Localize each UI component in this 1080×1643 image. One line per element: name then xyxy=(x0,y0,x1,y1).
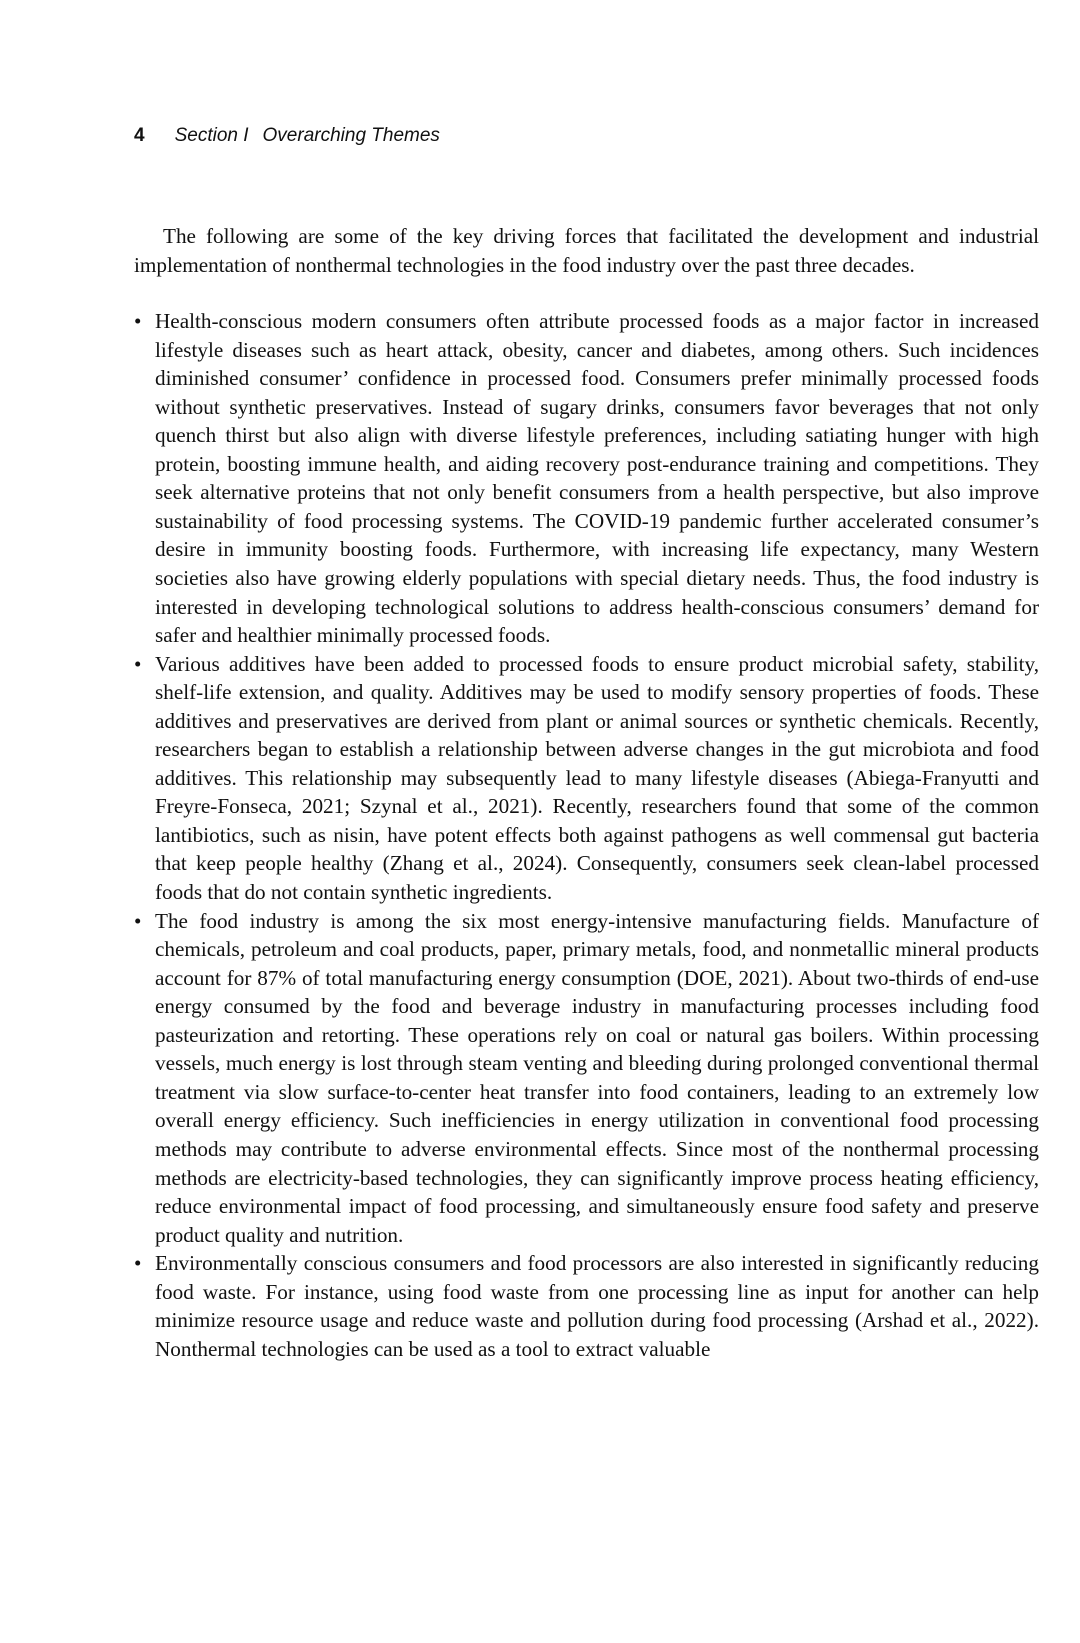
list-item xyxy=(134,307,1039,650)
bullet-icon: • xyxy=(134,309,142,334)
driving-forces-list xyxy=(134,307,1039,1363)
bullet-icon: • xyxy=(134,651,142,676)
body-text xyxy=(134,222,1039,1363)
list-item xyxy=(134,1249,1039,1363)
section-title: Overarching Themes xyxy=(262,125,440,146)
list-item-text: Environmentally conscious consumers and food processors are also interested in significantly reducing food waste. For instance, using food waste from one processing line as input for another can help minimize resource usage and reduce waste and pollution during food processing (Arshad et al., 2022). Nonthermal technologies can be used as a tool to extract valuable xyxy=(155,1251,1039,1361)
bullet-icon: • xyxy=(134,908,142,933)
list-item-text: The food industry is among the six most energy-intensive manufacturing fields. Manufacture of chemicals, petroleum and coal products, paper, primary metals, food, and nonmetallic mineral products account for 87% of total manufacturing energy consumption (DOE, 2021). About two-thirds of end-use energy consumed by the food and beverage industry in manufacturing processes including food pasteurization and retorting. These operations rely on coal or natural gas boilers. Within processing vessels, much energy is lost through steam venting and bleeding during prolonged conventional thermal treatment via slow surface-to-center heat transfer into food containers, leading to an extremely low overall energy efficiency. Such inefficiencies in energy utilization in conventional food processing methods may contribute to adverse environmental effects. Since most of the nonthermal processing methods are electricity-based technologies, they can significantly improve process heating efficiency, reduce environmental impact of food processing, and simultaneously ensure food safety and preserve product quality and nutrition. xyxy=(155,908,1039,1247)
intro-paragraph: The following are some of the key driving forces that facilitated the development and industrial implementation of nonthermal technologies in the food industry over the past three decades. xyxy=(134,224,1039,277)
bullet-icon: • xyxy=(134,1251,142,1276)
list-item-text: Various additives have been added to processed foods to ensure product microbial safety, stability, shelf-life extension, and quality. Additives may be used to modify sensory properties of foods. These additives and preservatives are derived from plant or animal sources or synthetic chemicals. Recently, researchers began to establish a relationship between adverse changes in the gut microbiota and food additives. This relationship may subsequently lead to many lifestyle diseases (Abiega-Franyutti and Freyre-Fonseca, 2021; Szynal et al., 2021). Recently, researchers found that some of the common lantibiotics, such as nisin, have potent effects both against pathogens as well commensal gut bacteria that keep people healthy (Zhang et al., 2024). Consequently, consumers seek clean-label processed foods that do not contain synthetic ingredients. xyxy=(155,651,1039,905)
list-item xyxy=(134,650,1039,907)
running-head xyxy=(134,124,440,148)
list-item xyxy=(134,907,1039,1250)
page-number: 4 xyxy=(134,125,145,146)
section-label: Section I xyxy=(174,125,249,146)
list-item-text: Health-conscious modern consumers often attribute processed foods as a major factor in increased lifestyle diseases such as heart attack, obesity, cancer and diabetes, among others. Such incidences diminished consumer’ confidence in processed food. Consumers prefer minimally processed foods without synthetic preservatives. Instead of sugary drinks, consumers favor beverages that not only quench thirst but also align with diverse lifestyle preferences, including satiating hunger with high protein, boosting immune health, and aiding recovery post-endurance training and competitions. They seek alternative proteins that not only benefit consumers from a health perspective, but also improve sustainability of food processing systems. The COVID-19 pandemic further accelerated consumer’s desire in immunity boosting foods. Furthermore, with increasing life expectancy, many Western societies also have growing elderly populations with special dietary needs. Thus, the food industry is interested in developing technological solutions to address health-conscious consumers’ demand for safer and healthier minimally processed foods. xyxy=(155,309,1039,648)
